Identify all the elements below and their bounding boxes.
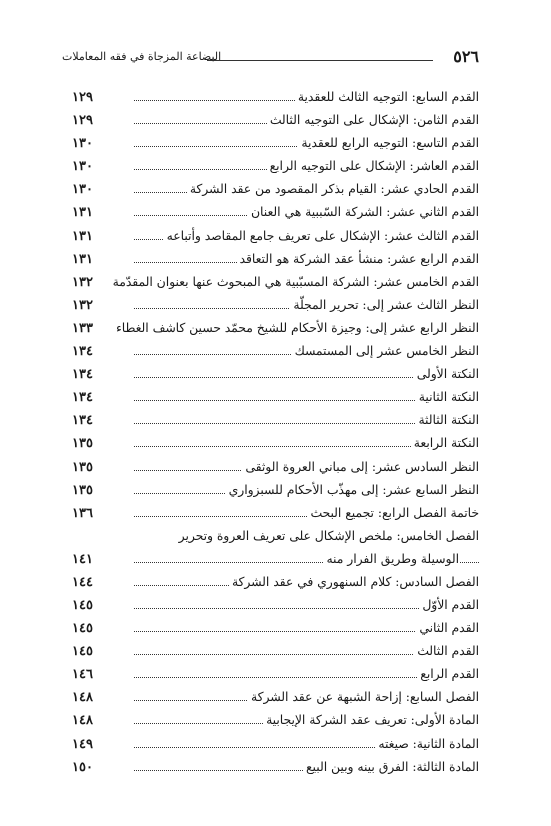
toc-entry-title: المادة الأولى: تعريف عقد الشركة الإيجابية (263, 709, 479, 732)
toc-entry-title: النكتة الرابعة (411, 432, 479, 455)
toc-entry-title: النكتة الأولى (414, 363, 479, 386)
toc-entry (72, 225, 479, 248)
toc-entry (72, 271, 479, 294)
toc-entry (72, 155, 479, 178)
toc-entry-title: القدم الرابع (417, 663, 479, 686)
toc-entry-title: القدم التاسع: التوجيه الرابع للعقدية (298, 132, 479, 155)
toc-entry-page: ١٣١ (72, 251, 93, 267)
toc-entry-title: الفصل الخامس: ملخص الإشكال على تعريف العروة وتحرير (176, 525, 479, 548)
toc-entry-page: ١٣٤ (72, 367, 93, 383)
toc-entry (72, 756, 479, 779)
toc-entry (72, 640, 479, 663)
page-number: ٥٢٦ (453, 47, 479, 66)
toc-entry (72, 479, 479, 502)
toc-entry-page: ١٤٨ (72, 690, 93, 706)
header-rule (207, 60, 433, 61)
toc-entry (72, 201, 479, 224)
toc-entry-title: النظر الثالث عشر إلى: تحرير المجلّة (290, 294, 479, 317)
toc-entry-page: ١٤٥ (72, 644, 93, 660)
toc-entry (72, 409, 479, 432)
toc-entry (72, 178, 479, 201)
toc-entry (72, 294, 479, 317)
toc-entry-title: الوسيلة وطريق الفرار منه (323, 548, 459, 571)
toc-entry-title: القدم الثاني (416, 617, 479, 640)
toc-entry-page: ١٣٥ (72, 482, 93, 498)
toc-entry-title: القدم السابع: التوجيه الثالث للعقدية (295, 86, 479, 109)
toc-entry-page: ١٣٠ (72, 159, 93, 175)
toc-entry-title: المادة الثالثة: الفرق بينه وبين البيع (303, 756, 479, 779)
toc-entry-page: ١٣٢ (72, 297, 93, 313)
toc-entry-page: ١٣٢ (72, 274, 93, 290)
toc-entry-page: ١٣٣ (72, 320, 93, 336)
toc-entry (72, 525, 479, 548)
toc-entry (72, 548, 479, 571)
toc-entry-title: الفصل السادس: كلام السنهوري في عقد الشركة (229, 571, 479, 594)
toc-entry-page: ١٤٦ (72, 667, 93, 683)
page-header (62, 47, 479, 67)
toc-entry-page: ١٤٩ (72, 736, 93, 752)
toc-entry (72, 386, 479, 409)
toc-entry-title: النظر الرابع عشر إلى: وجيزة الأحكام للشيخ محمّد حسين كاشف الغطاء (113, 317, 479, 340)
toc-entry-title: المادة الثانية: صيغته (375, 733, 479, 756)
toc-entry-page: ١٤١ (72, 551, 93, 567)
toc-entry-page: ١٣١ (72, 228, 93, 244)
toc-entry-page: ١٣٥ (72, 459, 93, 475)
toc-entry (72, 340, 479, 363)
toc-entry-page: ١٤٥ (72, 621, 93, 637)
toc-entry (72, 594, 479, 617)
toc-entry-title: القدم الثالث (414, 640, 479, 663)
toc-entry-page: ١٣٤ (72, 413, 93, 429)
toc-entry-page: ١٣٤ (72, 390, 93, 406)
toc-entry-title: القدم العاشر: الإشكال على التوجيه الرابع (267, 155, 479, 178)
toc-entry-page: ١٢٩ (72, 90, 93, 105)
toc-entry-page: ١٣٠ (72, 182, 93, 198)
toc-entry (72, 456, 479, 479)
toc-entry-title: القدم الحادي عشر: القيام بذكر المقصود من عقد الشركة (187, 178, 479, 201)
toc-entry-title: النكتة الثالثة (415, 409, 479, 432)
toc-entry (72, 571, 479, 594)
toc-entry-title: النكتة الثانية (416, 386, 479, 409)
toc-entry (72, 248, 479, 271)
table-of-contents (72, 86, 479, 779)
toc-entry (72, 317, 479, 340)
toc-entry-page: ١٣٤ (72, 344, 93, 360)
running-title: البضاعة المزجاة في فقه المعاملات (62, 50, 222, 63)
toc-entry-title: النظر الخامس عشر إلى المستمسك (292, 340, 479, 363)
toc-entry (72, 363, 479, 386)
toc-entry (72, 617, 479, 640)
toc-entry (72, 86, 479, 109)
toc-entry-title: القدم الثامن: الإشكال على التوجيه الثالث (267, 109, 479, 132)
toc-entry-page: ١٣٥ (72, 436, 93, 452)
toc-entry-title: النظر السادس عشر: إلى مباني العروة الوثقى (242, 456, 479, 479)
toc-entry (72, 502, 479, 525)
toc-entry-page: ١٣٠ (72, 136, 93, 152)
toc-entry-title: خاتمة الفصل الرابع: تجميع البحث (307, 502, 479, 525)
toc-entry (72, 663, 479, 686)
toc-entry-title: القدم الأوّل (419, 594, 479, 617)
toc-entry-page: ١٤٨ (72, 713, 93, 729)
toc-entry (72, 686, 479, 709)
toc-entry-page: ١٥٠ (72, 759, 93, 775)
toc-entry-page: ١٣٦ (72, 505, 93, 521)
toc-entry (72, 132, 479, 155)
toc-entry-title: القدم الرابع عشر: منشأ عقد الشركة هو التعاقد (237, 248, 480, 271)
toc-entry-title: الفصل السابع: إزاحة الشبهة عن عقد الشركة (248, 686, 479, 709)
toc-entry (72, 733, 479, 756)
toc-entry-page: ١٤٤ (72, 574, 93, 590)
toc-entry-page: ١٣١ (72, 205, 93, 221)
toc-entry-title: القدم الخامس عشر: الشركة المسبّبية هي المبحوث عنها بعنوان المقدّمة (110, 271, 479, 294)
toc-entry (72, 109, 479, 132)
toc-entry-page: ١٤٥ (72, 597, 93, 613)
toc-entry-title: النظر السابع عشر: إلى مهذّب الأحكام للسبزواري (226, 479, 479, 502)
toc-entry (72, 432, 479, 455)
toc-entry-page: ١٢٩ (72, 113, 93, 129)
toc-entry (72, 709, 479, 732)
toc-entry-title: القدم الثالث عشر: الإشكال على تعريف جامع المقاصد وأتباعه (164, 225, 479, 248)
toc-entry-title: القدم الثاني عشر: الشركة السّببية هي العنان (248, 201, 479, 224)
